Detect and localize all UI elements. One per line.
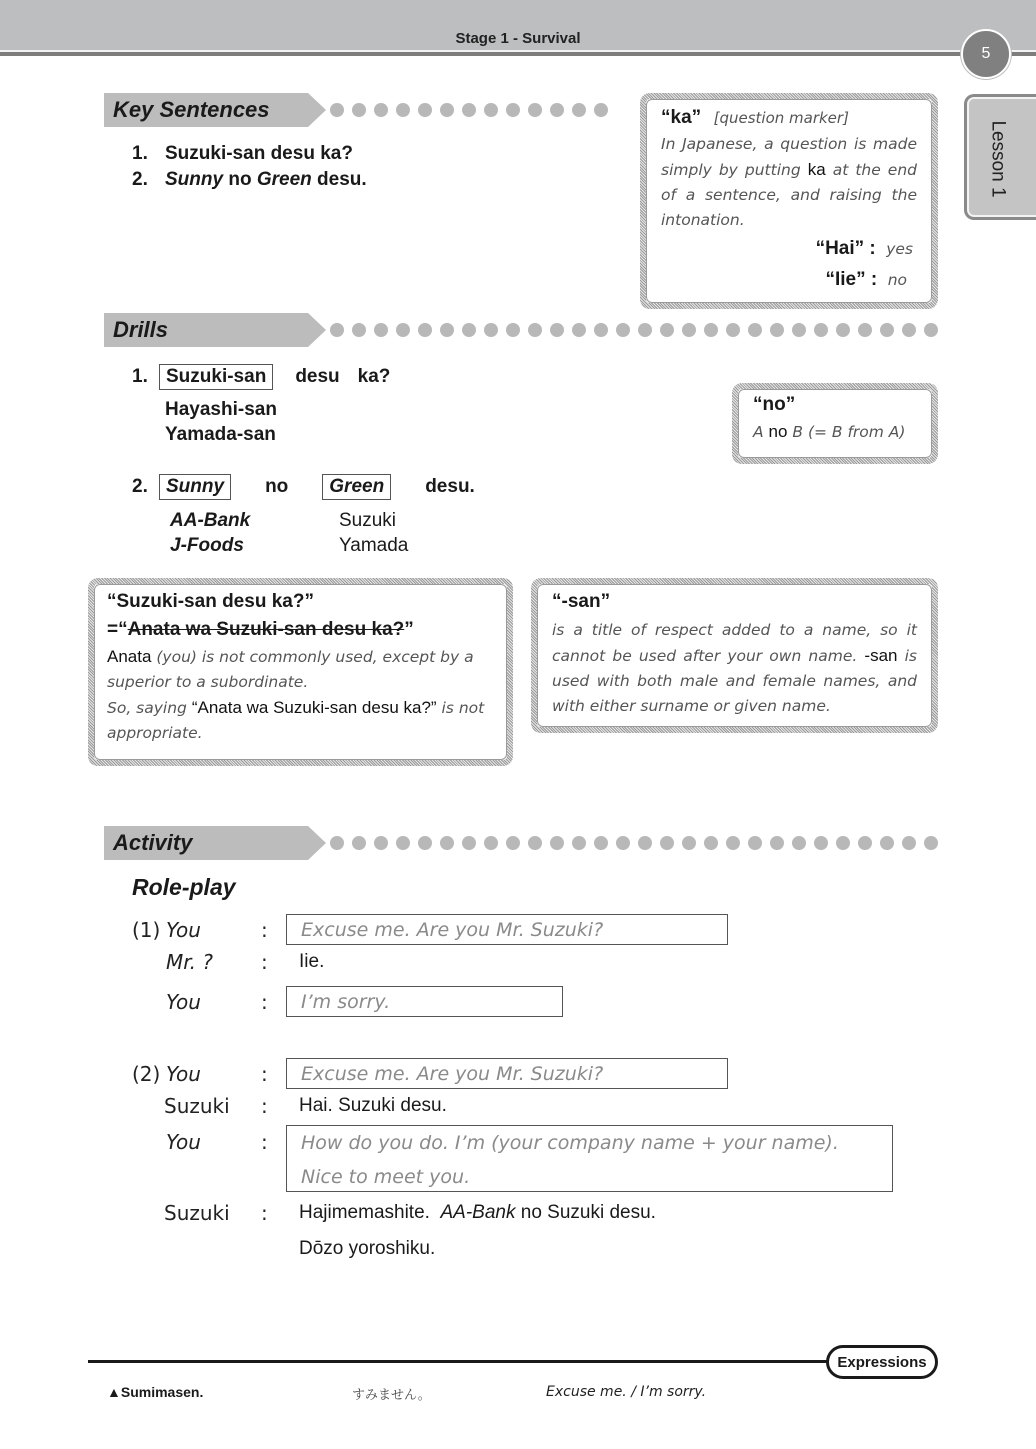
dialog-1-line-2: Iie. [299,951,325,972]
dialog-1-line-3-answer: I’m sorry. [286,986,563,1017]
speaker: Suzuki [164,1201,230,1225]
section-title: Drills [113,317,169,342]
expressions-badge: Expressions [826,1345,938,1379]
speaker: You [166,990,201,1014]
page-number-badge: 5 [961,29,1011,79]
speaker: You [166,1130,201,1154]
note-no-body: A no B (= B from A) [753,422,906,441]
section-activity [104,826,944,860]
key-sentence-2: 2. Sunny no Green desu. [132,169,367,190]
note-no [732,383,938,464]
note-no-head: “no” [753,394,796,415]
section-key-sentences [104,93,634,127]
dot-leader [330,323,938,337]
dialog-2-number: (2) [132,1062,161,1086]
footer-rule [88,1360,830,1363]
speaker: You [166,918,201,942]
note-ka-sub: [question marker] [713,109,849,127]
speaker: Suzuki [164,1094,230,1118]
note-san-body: is a title of respect added to a name, so it cannot be used after your own name. -san is used with both male and female names, and with either surname or given name. [552,621,918,715]
note-suzuki-san [88,578,513,766]
lesson-tab-label: Lesson 1 [988,120,1009,198]
drill-1-substitutions: Hayashi-san Yamada-san [165,399,277,445]
note-suzuki-equivalent: =“Anata wa Suzuki-san desu ka?” [107,619,414,640]
iie-row: “Iie” : no [825,269,907,290]
key-sentence-1: 1. Suzuki-san desu ka? [132,143,353,164]
speaker: Mr. ? [166,950,213,974]
dot-leader [330,103,608,117]
note-san [531,578,938,733]
header-rule [0,52,1036,56]
key-sentence-list [132,141,367,193]
note-ka [640,93,938,309]
page-header-title: Stage 1 - Survival [455,30,581,47]
section-drills [104,313,944,347]
dialog-2-line-3-answer: How do you do. I’m (your company name + your name). Nice to meet you. [286,1125,893,1192]
dot-leader [330,836,938,850]
section-title: Activity [113,830,193,855]
drill-2-slot-b: Green [322,474,391,500]
drill-2-slot-a: Sunny [159,474,231,500]
expression-japanese: すみません。 [352,1387,431,1402]
drill-2: 2. Sunny no Green desu. [132,474,475,500]
drill-1: 1. Suzuki-san desu ka? [132,364,390,390]
speaker: You [166,1062,201,1086]
note-san-head: “-san” [552,591,611,612]
dialog-2-line-4: Hajimemashite. AA-Bank no Suzuki desu. [299,1202,656,1223]
dialog-2-line-2: Hai. Suzuki desu. [299,1095,447,1116]
note-ka-head: “ka” [661,107,702,128]
dialog-1-number: (1) [132,918,161,942]
note-ka-body: In Japanese, a question is made simply by putting ka at the end of a sentence, and raising the intonation. [661,135,917,229]
drill-1-slot: Suzuki-san [159,364,273,390]
drill-2-substitutions-b: Suzuki Yamada [339,510,409,556]
lesson-tab-label-wrap [968,104,1028,214]
dialog-1-line-1-answer: Excuse me. Are you Mr. Suzuki? [286,914,728,945]
roleplay-heading: Role-play [132,874,236,900]
dialog-2-line-1-answer: Excuse me. Are you Mr. Suzuki? [286,1058,728,1089]
dialog-2-line-4b: Dōzo yoroshiku. [299,1238,436,1259]
hai-row: “Hai” : yes [815,238,913,259]
drill-2-substitutions-a: AA-Bank J-Foods [170,510,251,556]
note-suzuki-head: “Suzuki-san desu ka?” [107,591,314,612]
expression-romaji: ▲Sumimasen. [107,1384,204,1400]
section-title: Key Sentences [113,97,270,122]
note-suzuki-body: Anata (you) is not commonly used, except by a superior to a subordinate. So, saying “Anata wa Suzuki-san desu ka?” is not appropriate. [107,647,485,742]
expression-meaning: Excuse me. / I’m sorry. [546,1384,707,1400]
struck-phrase: Anata wa Suzuki-san desu ka? [127,619,405,640]
